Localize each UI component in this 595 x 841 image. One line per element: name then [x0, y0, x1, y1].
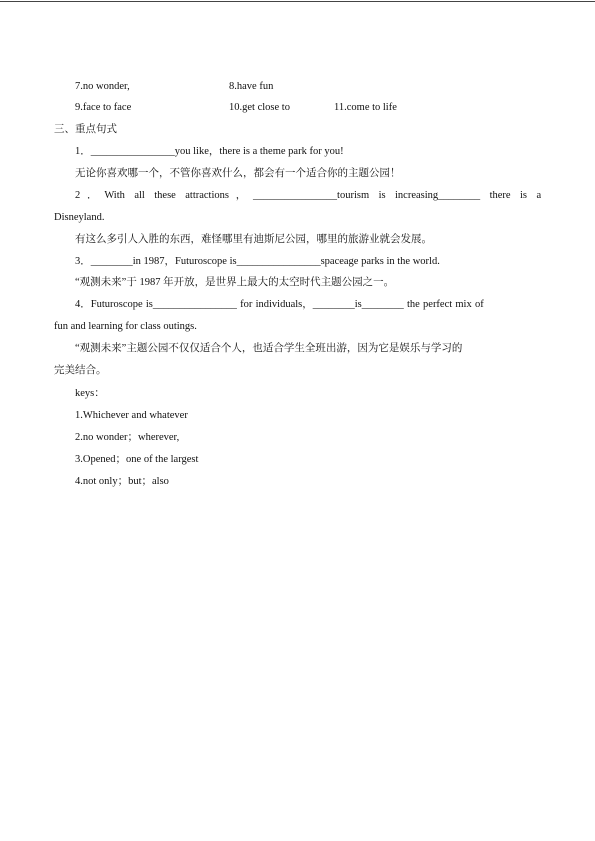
s2-word: increasing________ — [395, 190, 481, 201]
sentence-4-english-line2: fun and learning for class outings. — [54, 321, 197, 332]
phrase-9: 9.face to face — [75, 102, 132, 113]
sentence-1-chinese: 无论你喜欢哪一个，不管你喜欢什么，都会有一个适合你的主题公园！ — [75, 168, 401, 179]
key-4: 4.not only；but；also — [75, 476, 169, 487]
section-heading: 三、重点句式 — [54, 124, 117, 135]
keys-label: keys： — [75, 388, 105, 399]
s2-word: is — [520, 190, 528, 201]
s2-word: there — [489, 190, 511, 201]
sentence-2-chinese: 有这么多引人入胜的东西，难怪哪里有迪斯尼公园，哪里的旅游业就会发展。 — [75, 234, 432, 245]
key-1: 1.Whichever and whatever — [75, 410, 188, 421]
sentence-4-english-line1: 4．Futuroscope is________________ for individuals，________is________ the perfect mix of — [75, 299, 484, 310]
sentence-2-english-line1 — [54, 189, 541, 203]
sentence-2-english-line2: Disneyland. — [54, 212, 105, 223]
s2-word: 2．With — [75, 190, 125, 201]
s2-word: attractions，________________tourism — [185, 190, 370, 201]
s2-word: these — [154, 190, 176, 201]
sentence-4-chinese-line1: “观测未来”主题公园不仅仅适合个人，也适合学生全班出游，因为它是娱乐与学习的 — [75, 343, 463, 354]
sentence-3-english: 3．________in 1987，Futuroscope is________________spaceage parks in the world. — [75, 256, 440, 267]
sentence-4-chinese-line2: 完美结合。 — [54, 365, 107, 376]
key-3: 3.Opened；one of the largest — [75, 454, 199, 465]
s2-word: all — [134, 190, 145, 201]
phrase-7: 7.no wonder, — [75, 81, 130, 92]
phrase-10: 10.get close to — [229, 102, 290, 113]
header-rule — [0, 1, 595, 2]
s2-word: a — [536, 190, 542, 201]
sentence-1-english: 1．________________you like，there is a theme park for you! — [75, 146, 344, 157]
sentence-3-chinese: “观测未来”于 1987 年开放，是世界上最大的太空时代主题公园之一。 — [75, 277, 395, 288]
key-2: 2.no wonder；wherever, — [75, 432, 180, 443]
s2-word: is — [378, 190, 386, 201]
phrase-11: 11.come to life — [334, 102, 397, 113]
phrase-8: 8.have fun — [229, 81, 274, 92]
